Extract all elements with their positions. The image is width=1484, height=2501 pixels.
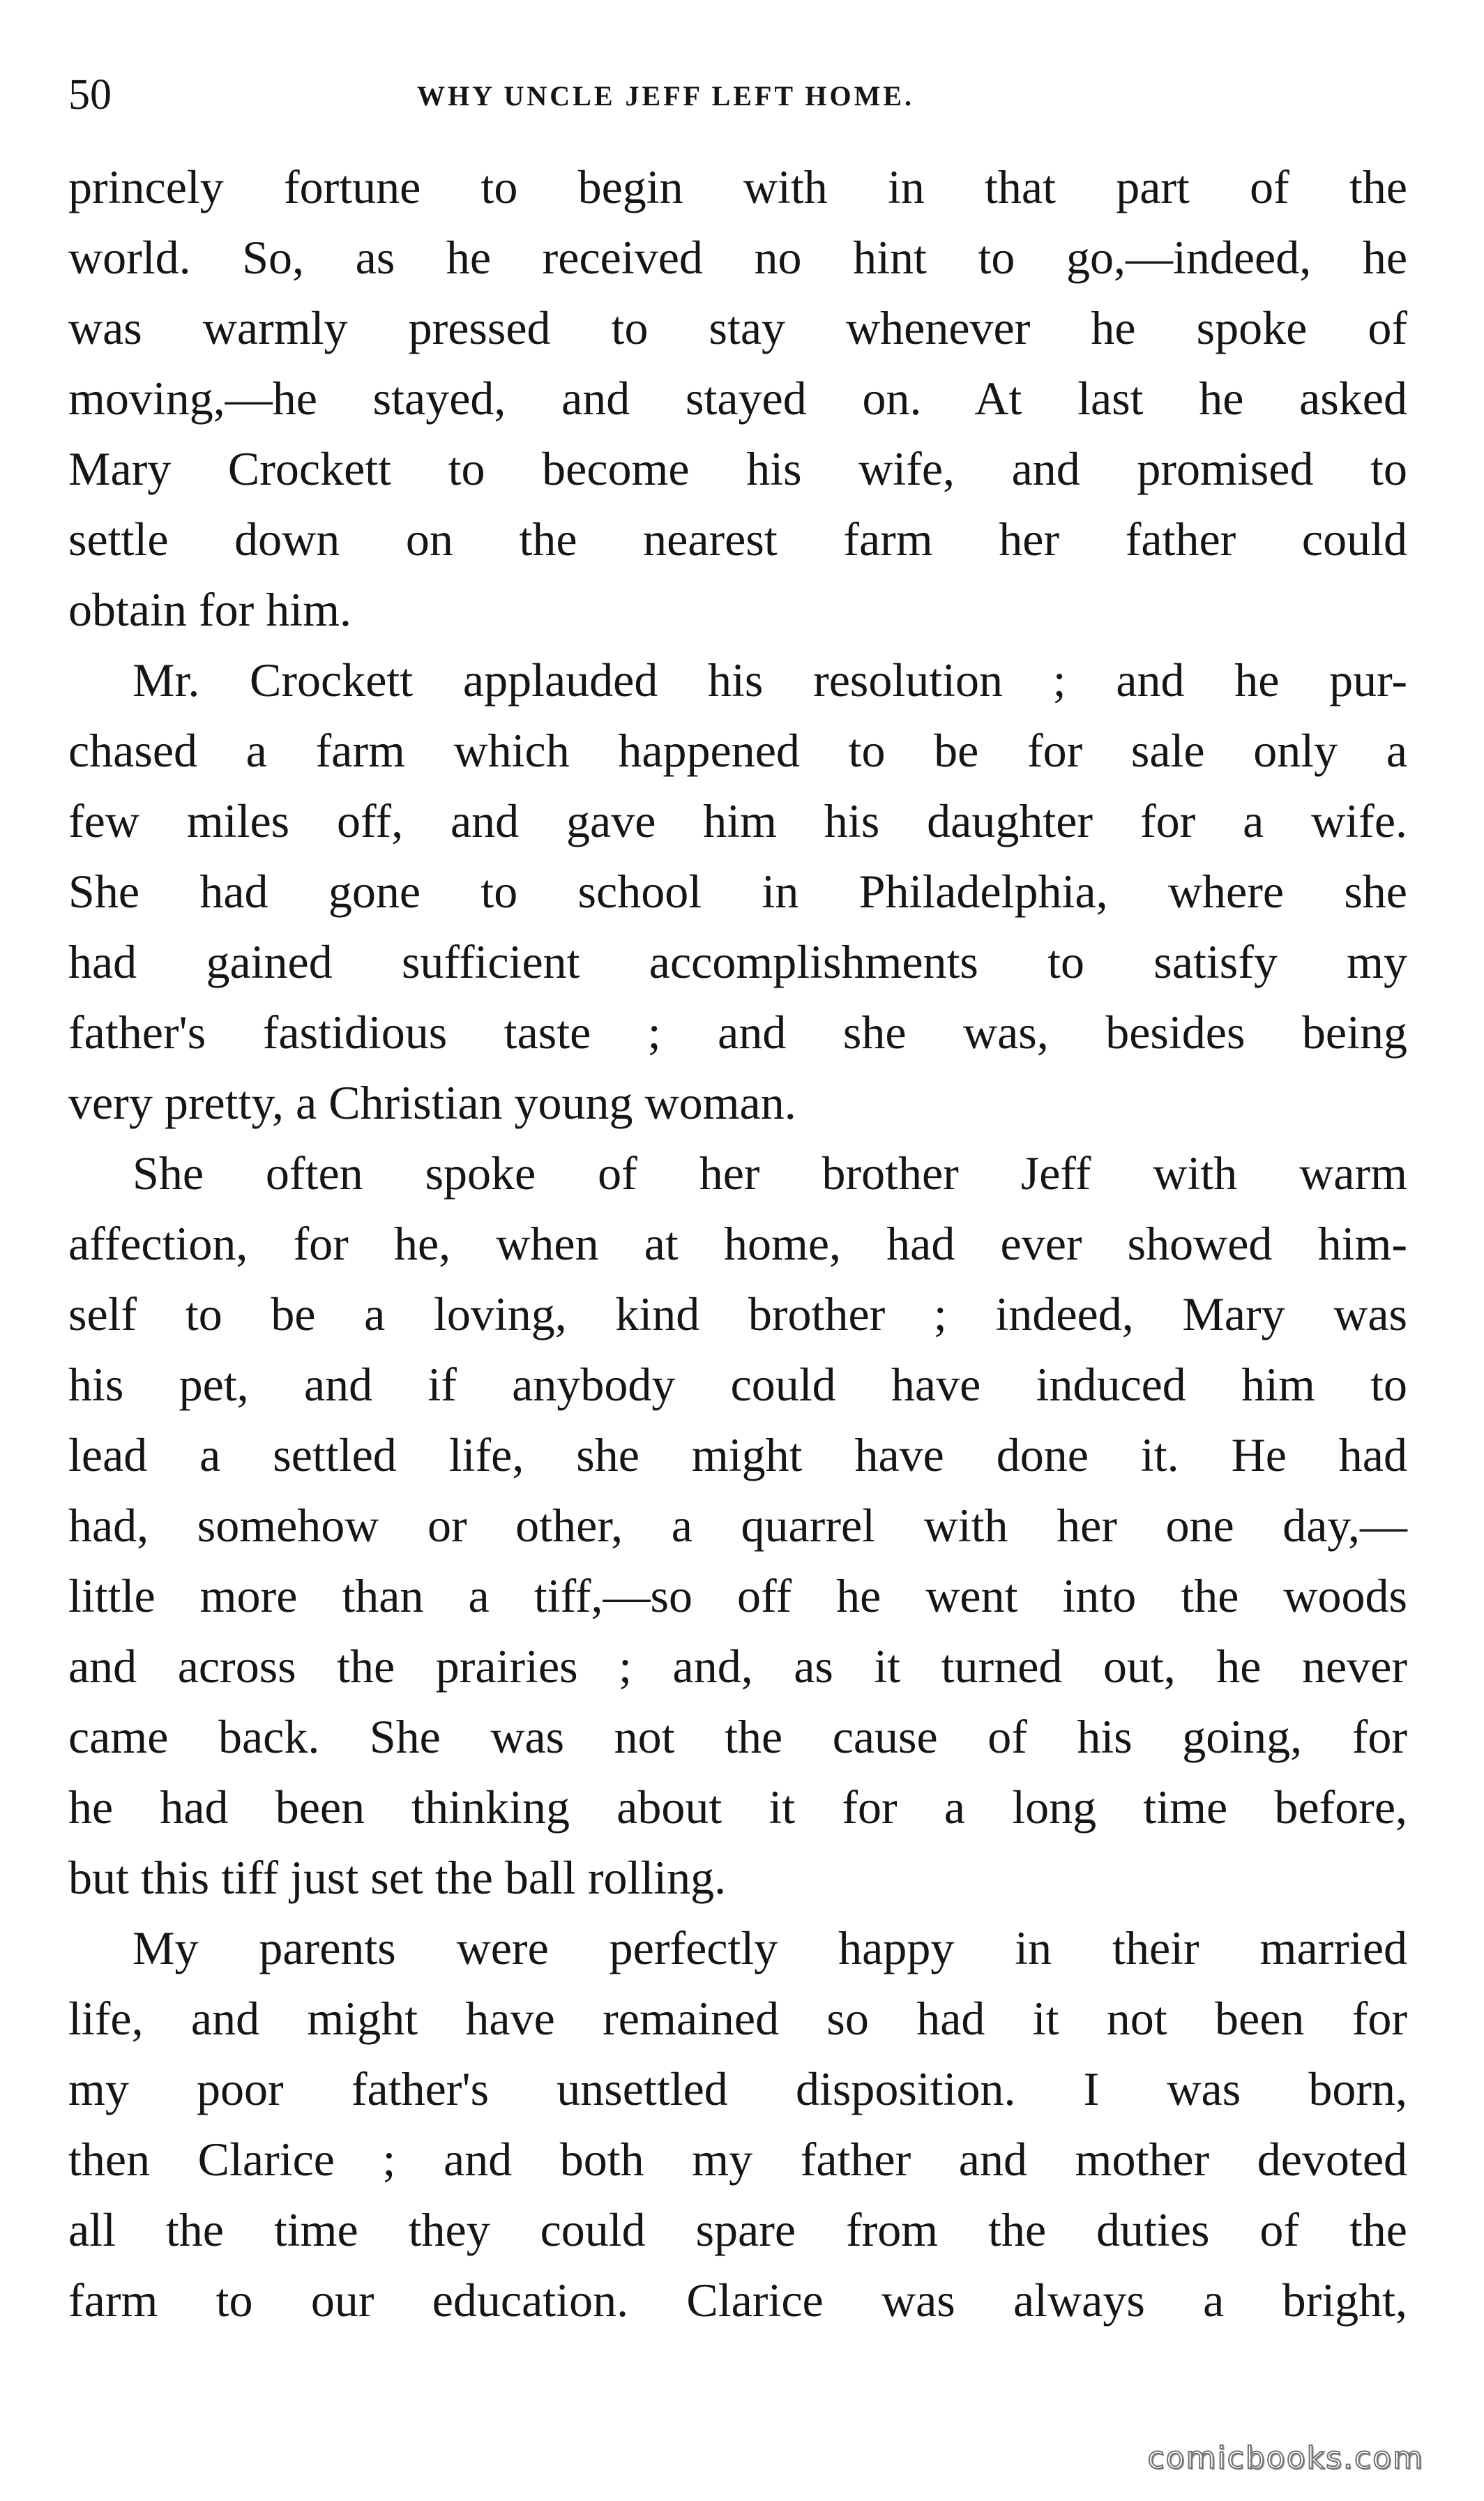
- text-line: affection, for he, when at home, had ever showed him-: [68, 1217, 1407, 1270]
- text-line: and across the prairies ; and, as it turned out, he never: [68, 1640, 1407, 1693]
- text-line: Mr. Crockett applauded his resolution ; and he pur-: [132, 653, 1407, 707]
- page-header: [68, 67, 1421, 123]
- text-line: lead a settled life, she might have done it. He had: [68, 1428, 1407, 1481]
- text-line: came back. She was not the cause of his going, for: [68, 1710, 1407, 1763]
- text-line: chased a farm which happened to be for sale only a: [68, 724, 1407, 777]
- text-line: moving,—he stayed, and stayed on. At last he asked: [68, 372, 1407, 425]
- text-line: he had been thinking about it for a long time before,: [68, 1781, 1407, 1834]
- text-line: his pet, and if anybody could have induced him to: [68, 1358, 1407, 1411]
- paragraph: [68, 152, 1407, 645]
- text-line: farm to our education. Clarice was always a bright,: [68, 2274, 1407, 2327]
- text-line: then Clarice ; and both my father and mother devoted: [68, 2133, 1407, 2186]
- text-line: father's fastidious taste ; and she was, besides being: [68, 1006, 1407, 1059]
- text-line: My parents were perfectly happy in their married: [132, 1921, 1407, 1974]
- paragraph: [68, 1138, 1407, 1913]
- text-line: princely fortune to begin with in that part of the: [68, 160, 1407, 213]
- paragraph: [68, 1913, 1407, 2336]
- text-line: my poor father's unsettled disposition. I was born,: [68, 2062, 1407, 2115]
- text-line: had, somehow or other, a quarrel with her one day,—: [68, 1499, 1407, 1552]
- text-line: Mary Crockett to become his wife, and promised to: [68, 442, 1407, 495]
- watermark: comicbooks.com: [1147, 2440, 1424, 2476]
- running-title: WHY UNCLE JEFF LEFT HOME.: [417, 80, 915, 112]
- text-line: all the time they could spare from the duties of the: [68, 2203, 1407, 2256]
- text-line: settle down on the nearest farm her father could: [68, 513, 1407, 566]
- paragraph: [68, 645, 1407, 1138]
- text-line: She often spoke of her brother Jeff with warm: [132, 1147, 1407, 1200]
- text-line: obtain for him.: [68, 583, 352, 636]
- page-number: 50: [68, 71, 112, 119]
- text-line: had gained sufficient accomplishments to satisfy my: [68, 935, 1407, 988]
- text-line: life, and might have remained so had it not been for: [68, 1992, 1407, 2045]
- text-line: She had gone to school in Philadelphia, where she: [68, 865, 1407, 918]
- text-line: little more than a tiff,—so off he went into the woods: [68, 1569, 1407, 1622]
- text-line: but this tiff just set the ball rolling.: [68, 1851, 727, 1904]
- text-line: world. So, as he received no hint to go,—indeed, he: [68, 231, 1407, 284]
- text-line: was warmly pressed to stay whenever he spoke of: [68, 301, 1407, 354]
- text-line: very pretty, a Christian young woman.: [68, 1076, 796, 1129]
- text-line: self to be a loving, kind brother ; indeed, Mary was: [68, 1287, 1407, 1340]
- text-line: few miles off, and gave him his daughter for a wife.: [68, 794, 1407, 847]
- body-text: [68, 152, 1407, 2336]
